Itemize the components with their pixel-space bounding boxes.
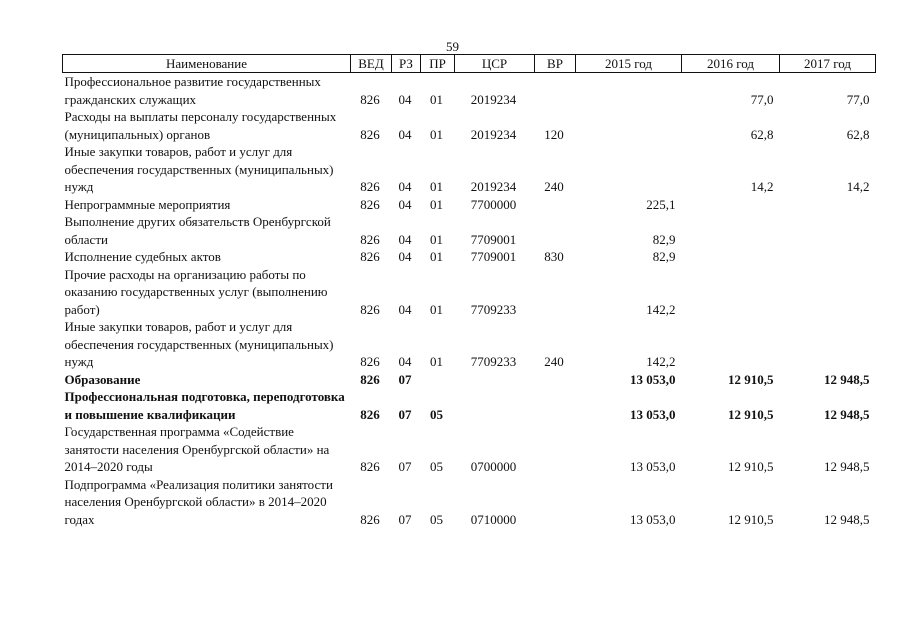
row-2016: 12 910,5: [728, 406, 774, 422]
row-2016: 14,2: [750, 179, 774, 194]
row-ved: 826: [360, 459, 380, 474]
row-2016: [682, 213, 780, 248]
row-csr: 0700000: [470, 459, 517, 474]
table-row: [63, 388, 876, 423]
row-pr: 05: [430, 459, 443, 474]
table-row: [63, 143, 876, 196]
row-csr: 7700000: [470, 196, 517, 212]
row-name: Прочие расходы на организацию работы по оказанию государственных услуг (выполнению работ): [64, 266, 328, 317]
row-vr: 830: [544, 249, 564, 264]
row-pr: 01: [430, 196, 443, 212]
row-csr: 0710000: [470, 511, 517, 527]
row-csr: [455, 388, 535, 423]
row-2017: 12 948,5: [824, 371, 870, 387]
row-2015: 13 053,0: [630, 371, 676, 387]
row-vr: [535, 388, 576, 423]
row-2017: [780, 318, 876, 371]
table-row: [63, 196, 876, 214]
header-pr: ПР: [421, 55, 455, 73]
row-ved: 826: [360, 126, 380, 142]
table-row: [63, 248, 876, 266]
row-vr: [535, 266, 576, 319]
row-2017: [780, 196, 876, 214]
header-ved: ВЕД: [351, 55, 392, 73]
row-name: Образование: [64, 371, 141, 387]
row-csr: 2019234: [470, 91, 517, 107]
row-2016: [682, 266, 780, 319]
row-rz: 04: [398, 231, 412, 247]
header-name: Наименование: [63, 55, 351, 73]
row-ved: 826: [360, 354, 380, 369]
row-2015: [576, 73, 682, 109]
row-2015: 142,2: [646, 354, 676, 369]
row-ved: 826: [360, 179, 380, 194]
row-2015: 13 053,0: [630, 511, 676, 527]
row-vr: [535, 73, 576, 109]
row-2015: 82,9: [652, 231, 676, 247]
row-rz: 04: [398, 301, 412, 317]
row-pr: 01: [430, 91, 443, 107]
row-name: Иные закупки товаров, работ и услуг для обеспечения государственных (муниципальных) нужд: [64, 319, 334, 369]
table-row: [63, 371, 876, 389]
row-pr: 01: [430, 249, 443, 264]
row-ved: 826: [360, 511, 380, 527]
row-ved: 826: [360, 406, 380, 422]
row-csr: 7709001: [470, 249, 517, 264]
row-ved: 826: [360, 196, 380, 212]
row-name: Выполнение других обязательств Оренбургской области: [64, 214, 331, 247]
table-row: [63, 213, 876, 248]
row-ved: 826: [360, 231, 380, 247]
row-vr: 240: [544, 354, 564, 369]
row-ved: 826: [360, 371, 380, 387]
row-pr: 01: [430, 301, 443, 317]
row-2015: 13 053,0: [630, 406, 676, 422]
row-pr: 01: [430, 126, 443, 142]
row-name: Исполнение судебных актов: [64, 249, 221, 264]
row-2016: 12 910,5: [728, 511, 774, 527]
row-rz: 04: [398, 126, 412, 142]
row-2015: 13 053,0: [630, 459, 676, 474]
row-rz: 04: [398, 249, 412, 264]
row-2015: 82,9: [652, 249, 676, 264]
row-pr: 01: [430, 354, 443, 369]
row-rz: 04: [398, 179, 412, 194]
row-csr: 2019234: [470, 179, 517, 194]
row-vr: [535, 371, 576, 389]
header-2016: 2016 год: [682, 55, 780, 73]
row-ved: 826: [360, 91, 380, 107]
row-2017: 14,2: [846, 179, 870, 194]
table-row: [63, 108, 876, 143]
row-pr: 01: [430, 231, 443, 247]
row-csr: 7709233: [470, 354, 517, 369]
row-rz: 04: [398, 196, 412, 212]
row-2016: 12 910,5: [728, 459, 774, 474]
row-2016: [682, 318, 780, 371]
header-csr: ЦСР: [455, 55, 535, 73]
row-vr: 120: [544, 126, 564, 142]
table-body: [63, 73, 876, 529]
row-rz: 07: [398, 511, 412, 527]
row-vr: [535, 423, 576, 476]
header-vr: ВР: [535, 55, 576, 73]
row-pr: 05: [430, 511, 443, 527]
table-row: [63, 423, 876, 476]
row-vr: 240: [544, 179, 564, 194]
row-name: Иные закупки товаров, работ и услуг для обеспечения государственных (муниципальных) нужд: [64, 144, 334, 194]
row-name: Непрограммные мероприятия: [64, 196, 231, 212]
row-2016: [682, 196, 780, 214]
row-2017: [780, 213, 876, 248]
row-name: Профессиональная подготовка, переподготовка и повышение квалификации: [64, 389, 345, 422]
row-pr: 01: [430, 179, 443, 194]
row-2015: [576, 143, 682, 196]
row-2017: 12 948,5: [824, 511, 870, 527]
row-2016: 62,8: [750, 126, 774, 142]
row-csr: 7709001: [470, 231, 517, 247]
row-2017: [780, 266, 876, 319]
row-name: Государственная программа «Содействие занятости населения Оренбургской области» на 2014–2020 годы: [64, 424, 330, 474]
table-row: [63, 73, 876, 109]
row-2016: 12 910,5: [728, 371, 774, 387]
table-row: [63, 266, 876, 319]
row-2017: 77,0: [846, 91, 870, 107]
row-vr: [535, 213, 576, 248]
row-ved: 826: [360, 249, 380, 264]
row-rz: 07: [398, 459, 412, 474]
page-number: 59: [446, 39, 459, 54]
row-rz: 04: [398, 354, 412, 369]
row-2017: 62,8: [846, 126, 870, 142]
row-2016: [682, 248, 780, 266]
row-2017: 12 948,5: [824, 406, 870, 422]
row-vr: [535, 476, 576, 529]
header-2017: 2017 год: [780, 55, 876, 73]
row-name: Профессиональное развитие государственных гражданских служащих: [64, 74, 321, 107]
row-pr: [421, 371, 455, 389]
table-row: [63, 476, 876, 529]
header-2015: 2015 год: [576, 55, 682, 73]
row-pr: 05: [430, 406, 443, 422]
row-ved: 826: [360, 301, 380, 317]
row-2017: 12 948,5: [824, 459, 870, 474]
row-2016: 77,0: [750, 91, 774, 107]
row-name: Расходы на выплаты персоналу государственных (муниципальных) органов: [64, 109, 337, 142]
header-rz: РЗ: [392, 55, 421, 73]
table-header-row: [63, 55, 876, 73]
row-csr: 2019234: [470, 126, 517, 142]
table-row: [63, 318, 876, 371]
row-2015: [576, 108, 682, 143]
budget-table: [62, 54, 876, 528]
row-csr: [455, 371, 535, 389]
row-rz: 07: [398, 371, 412, 387]
row-2015: 142,2: [646, 301, 676, 317]
row-2017: [780, 248, 876, 266]
row-name: Подпрограмма «Реализация политики занятости населения Оренбургской области» в 2014–2020 годах: [64, 476, 333, 527]
row-2015: 225,1: [646, 196, 676, 212]
row-csr: 7709233: [470, 301, 517, 317]
row-vr: [535, 196, 576, 214]
row-rz: 04: [398, 91, 412, 107]
row-rz: 07: [398, 406, 412, 422]
